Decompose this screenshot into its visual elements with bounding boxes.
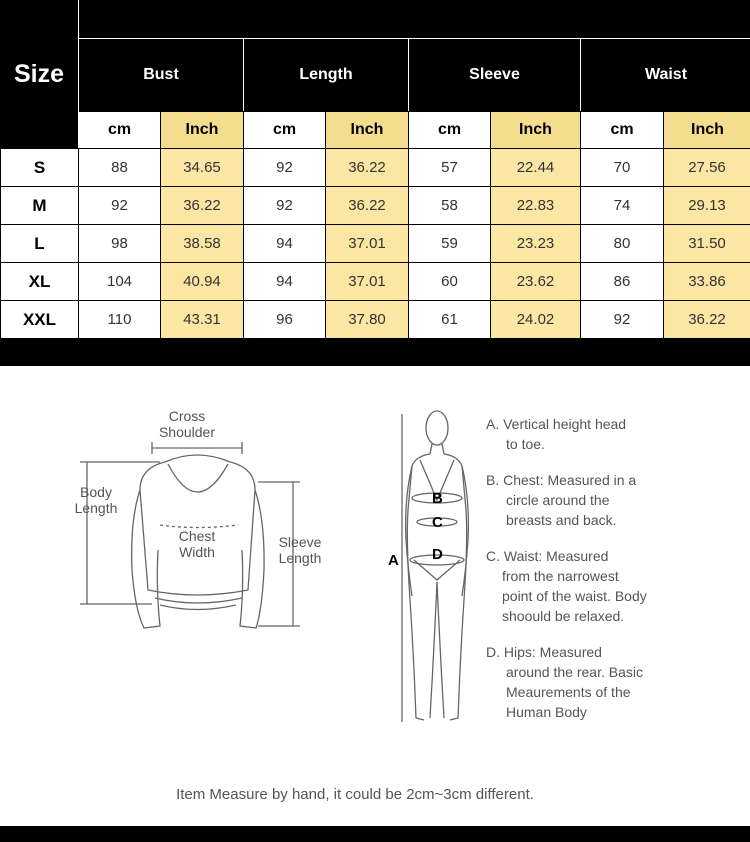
sleeve-cm-header: cm: [409, 112, 491, 148]
sleeve-inch-cell: 22.44: [491, 149, 581, 187]
note-c: C. Waist: Measured from the narrowest point of the waist. Body shoould be relaxed.: [486, 548, 647, 624]
bust-cm-cell: 110: [79, 301, 161, 339]
table-row: [1, 301, 750, 339]
size-cell: L: [1, 225, 79, 263]
table-row: [1, 149, 750, 187]
length-cm-cell: 92: [244, 187, 326, 225]
measurement-disclaimer: Item Measure by hand, it could be 2cm~3cm different.: [176, 786, 534, 803]
sleeve-cm-cell: 58: [409, 187, 491, 225]
waist-cm-cell: 80: [581, 225, 664, 263]
sleeve-group-header: Sleeve: [409, 39, 581, 111]
length-cm-cell: 92: [244, 149, 326, 187]
bust-inch-header: Inch: [161, 112, 244, 148]
bust-cm-cell: 104: [79, 263, 161, 301]
label-b: B: [432, 490, 443, 507]
size-table: [0, 148, 750, 339]
bottom-band: [0, 826, 750, 842]
bust-inch-cell: 40.94: [161, 263, 244, 301]
size-cell: M: [1, 187, 79, 225]
sleeve-inch-cell: 23.23: [491, 225, 581, 263]
label-c: C: [432, 514, 443, 531]
bust-inch-cell: 34.65: [161, 149, 244, 187]
bust-cm-cell: 88: [79, 149, 161, 187]
waist-inch-cell: 27.56: [664, 149, 750, 187]
length-inch-cell: 36.22: [326, 187, 409, 225]
bust-cm-cell: 92: [79, 187, 161, 225]
waist-group-header: Waist: [644, 66, 688, 83]
length-inch-header: Inch: [326, 112, 409, 148]
bust-cm-cell: 98: [79, 225, 161, 263]
sleeve-inch-cell: 24.02: [491, 301, 581, 339]
waist-inch-cell: 29.13: [664, 187, 750, 225]
table-row: [1, 263, 750, 301]
waist-inch-cell: 36.22: [664, 301, 750, 339]
chest-width-label: Chest Width: [178, 528, 216, 560]
sleeve-inch-header: Inch: [491, 112, 581, 148]
size-cell: XXL: [1, 301, 79, 339]
measurement-notes: [486, 414, 746, 738]
bust-cm-header: cm: [79, 112, 161, 148]
sleeve-inch-cell: 22.83: [491, 187, 581, 225]
cross-shoulder-label: Cross Shoulder: [158, 408, 216, 440]
sleeve-cm-cell: 60: [409, 263, 491, 301]
table-row: [1, 225, 750, 263]
length-cm-cell: 96: [244, 301, 326, 339]
sleeve-cm-cell: 61: [409, 301, 491, 339]
size-cell: S: [1, 149, 79, 187]
length-cm-cell: 94: [244, 225, 326, 263]
note-b: B. Chest: Measured in a circle around the breasts and back.: [486, 472, 637, 528]
length-cm-cell: 94: [244, 263, 326, 301]
bust-group-header: Bust: [79, 39, 244, 111]
waist-inch-cell: 33.86: [664, 263, 750, 301]
sleeve-cm-cell: 59: [409, 225, 491, 263]
length-group-header: Length: [244, 39, 409, 111]
bust-inch-cell: 43.31: [161, 301, 244, 339]
length-inch-cell: 36.22: [326, 149, 409, 187]
body-diagram: [380, 400, 490, 740]
waist-cm-cell: 86: [581, 263, 664, 301]
human-body-illustration: [380, 400, 490, 740]
label-a: A: [388, 552, 399, 569]
sleeve-inch-cell: 23.62: [491, 263, 581, 301]
note-a: A. Vertical height head to toe.: [486, 416, 627, 452]
length-inch-cell: 37.01: [326, 263, 409, 301]
waist-cm-cell: 74: [581, 187, 664, 225]
length-cm-header: cm: [244, 112, 326, 148]
size-cell: XL: [1, 263, 79, 301]
waist-cm-cell: 70: [581, 149, 664, 187]
measurement-header-grid: [78, 0, 750, 148]
sleeve-length-label: Sleeve Length: [278, 534, 322, 566]
length-inch-cell: 37.01: [326, 225, 409, 263]
garment-diagram: [60, 400, 360, 640]
sleeve-cm-cell: 57: [409, 149, 491, 187]
label-d: D: [432, 546, 443, 563]
waist-inch-cell: 31.50: [664, 225, 750, 263]
size-column-header: Size: [13, 59, 65, 88]
bust-inch-cell: 38.58: [161, 225, 244, 263]
note-d: D. Hips: Measured around the rear. Basic Meaurements of the Human Body: [486, 644, 643, 720]
waist-inch-header: Inch: [664, 112, 750, 148]
body-length-label: Body Length: [74, 484, 118, 516]
bust-inch-cell: 36.22: [161, 187, 244, 225]
length-inch-cell: 37.80: [326, 301, 409, 339]
table-row: [1, 187, 750, 225]
waist-cm-header: cm: [581, 112, 664, 148]
waist-cm-cell: 92: [581, 301, 664, 339]
header-top-strip: [79, 0, 750, 39]
